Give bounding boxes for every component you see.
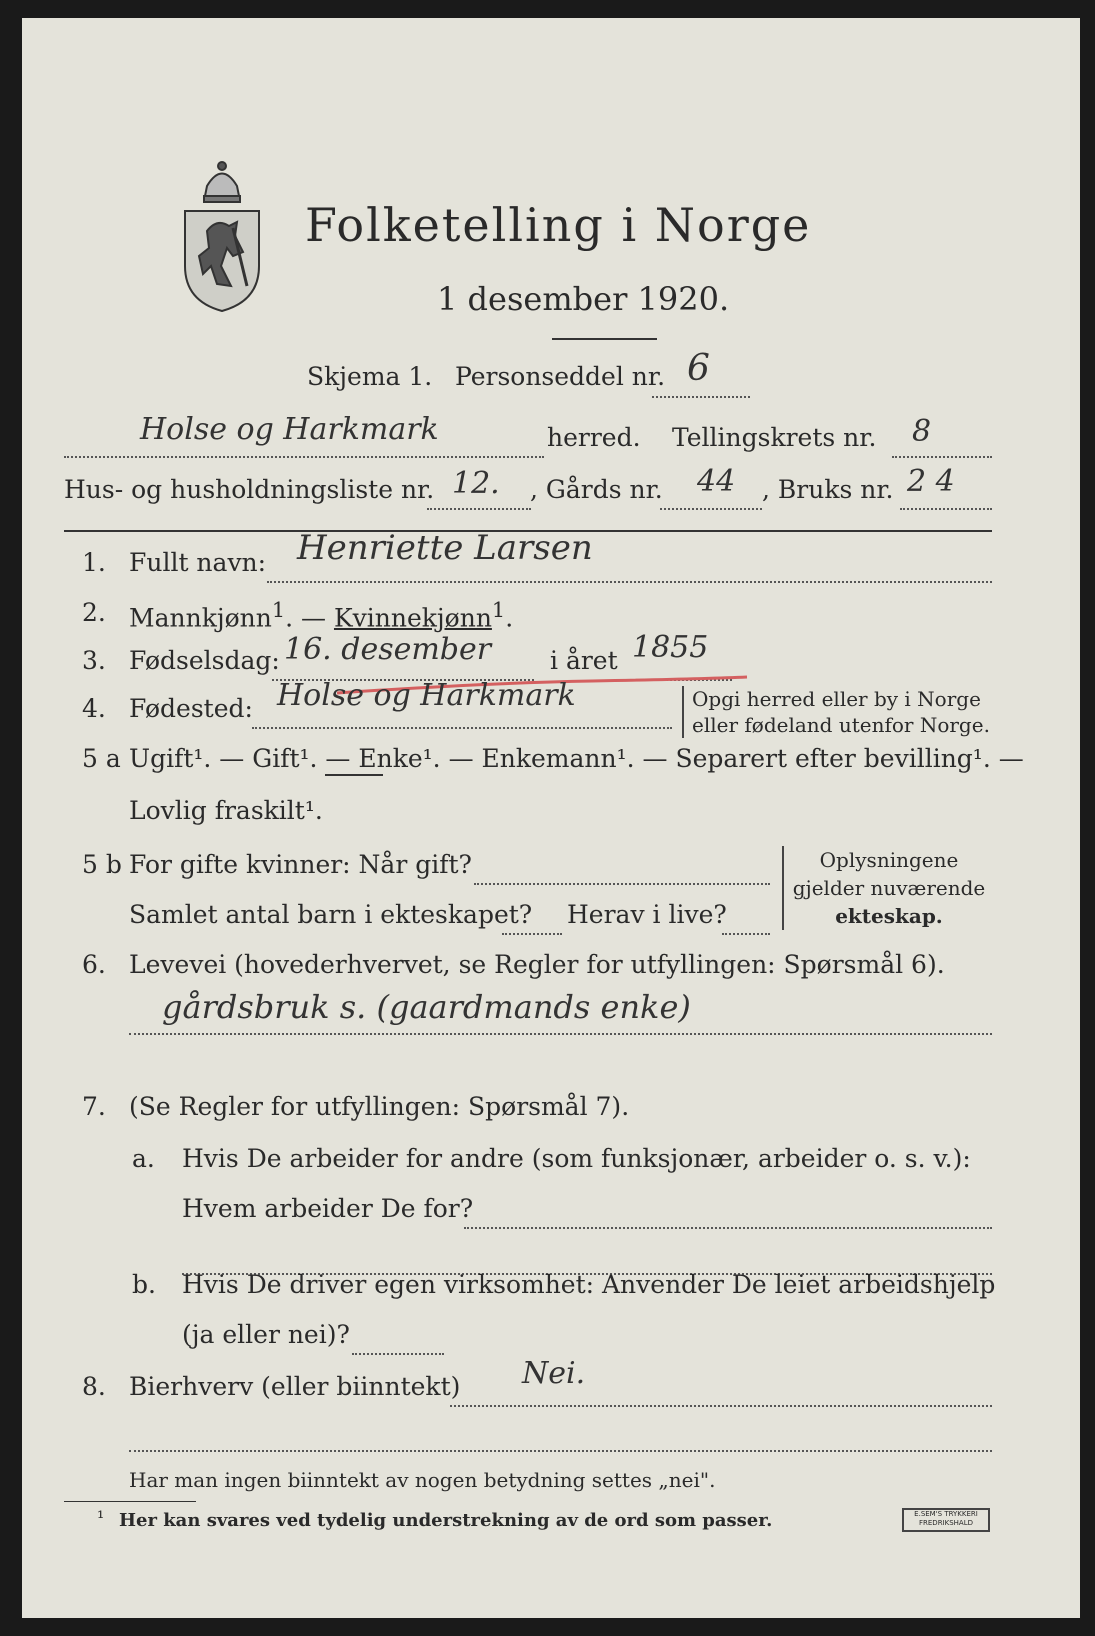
hus-label: Hus- og husholdningsliste nr. — [64, 475, 435, 504]
q2-mann: Mannkjønn — [129, 603, 272, 633]
q4-note-line-1: Opgi herred eller by i Norge — [692, 687, 981, 711]
q8-label: Bierhverv (eller biinntekt) — [129, 1372, 461, 1401]
q8-value: Nei. — [522, 1356, 586, 1391]
bruks-value: 2 4 — [907, 464, 955, 499]
q8-number: 8. — [82, 1372, 106, 1401]
footer-note: Har man ingen biinntekt av nogen betydning settes „nei". — [129, 1468, 716, 1492]
q7b-line-2: (ja eller nei)? — [182, 1320, 350, 1349]
q2-kvinne: Kvinnekjønn — [333, 603, 492, 633]
q7b-letter: b. — [132, 1270, 156, 1299]
footnote-mark: ¹ — [97, 1508, 105, 1529]
stamp-line-2: FREDRIKSHALD — [918, 1519, 973, 1527]
q2-end: . — [505, 603, 514, 633]
printer-stamp — [902, 1508, 990, 1532]
q1-number: 1. — [82, 548, 106, 577]
q2-number: 2. — [82, 598, 106, 627]
q6-number: 6. — [82, 950, 106, 979]
q5b-line-1: For gifte kvinner: Når gift? — [129, 850, 472, 879]
q7-number: 7. — [82, 1092, 106, 1121]
q6-occupation-value: gårdsbruk s. (gaardmands enke) — [162, 988, 691, 1026]
q6-label: Levevei (hovederhvervet, se Regler for utfyllingen: Spørsmål 6). — [129, 950, 945, 979]
q2-gender: Mannkjønn$^1$. — Kvinnekjønn$^1$. — [129, 598, 514, 633]
q5a-line-1: Ugift¹. — Gift¹. — Enke¹. — Enkemann¹. — Separert efter bevilling¹. — — [129, 744, 1024, 773]
q5b-note-line-1: Oplysningene — [819, 848, 959, 872]
herred-label: herred. — [547, 423, 641, 452]
coat-of-arms-icon — [177, 156, 267, 316]
q5a-line-2: Lovlig fraskilt¹. — [129, 796, 323, 825]
personseddel-label: Personseddel nr. — [455, 362, 666, 391]
q7-label: (Se Regler for utfyllingen: Spørsmål 7). — [129, 1092, 630, 1121]
bruks-label: , Bruks nr. — [762, 475, 894, 504]
herred-value: Holse og Harkmark — [140, 412, 439, 447]
q5a-number: 5 a — [82, 744, 121, 773]
footnote: Her kan svares ved tydelig understrekning av de ord som passer. — [119, 1510, 773, 1531]
q3-number: 3. — [82, 646, 106, 675]
gards-value: 44 — [697, 464, 736, 499]
q5b-note-line-3: ekteskap. — [835, 904, 943, 928]
q4-number: 4. — [82, 694, 106, 723]
q7a-letter: a. — [132, 1144, 155, 1173]
q3-year-value: 1855 — [632, 630, 709, 665]
personseddel-value: 6 — [687, 348, 710, 389]
q7a-line-1: Hvis De arbeider for andre (som funksjonær, arbeider o. s. v.): — [182, 1144, 971, 1173]
census-form — [22, 18, 1080, 1618]
gards-label: , Gårds nr. — [530, 475, 663, 504]
q3-birthday-value: 16. desember — [284, 632, 492, 667]
q4-note-line-2: eller fødeland utenfor Norge. — [692, 713, 990, 737]
census-date: 1 desember 1920. — [437, 280, 730, 318]
tellingskrets-value: 8 — [912, 414, 932, 449]
q4-birthplace-value: Holse og Harkmark — [277, 678, 576, 713]
q1-full-name-value: Henriette Larsen — [297, 528, 593, 568]
q7b-line-1: Hvis De driver egen virksomhet: Anvender De leiet arbeidshjelp — [182, 1270, 996, 1299]
schema-label: Skjema 1. — [307, 362, 433, 391]
q4-label: Fødested: — [129, 694, 253, 723]
q2-sep: . — — [285, 603, 334, 633]
tellingskrets-label: Tellingskrets nr. — [672, 423, 877, 452]
q5b-line-2b: Herav i live? — [567, 900, 727, 929]
q5b-note-line-2: gjelder nuværende — [792, 876, 986, 900]
q5b-line-2a: Samlet antal barn i ekteskapet? — [129, 900, 533, 929]
q4-note — [682, 686, 990, 738]
stamp-line-1: E.SEM'S TRYKKERI — [914, 1510, 978, 1518]
q1-label: Fullt navn: — [129, 548, 267, 577]
q3-label: Fødselsdag: — [129, 646, 280, 675]
hus-value: 12. — [452, 466, 500, 501]
q3-year-label: i året — [550, 646, 618, 675]
q7a-line-2: Hvem arbeider De for? — [182, 1194, 474, 1223]
form-title: Folketelling i Norge — [305, 198, 812, 252]
q5b-number: 5 b — [82, 850, 122, 879]
q5b-note — [782, 846, 994, 930]
